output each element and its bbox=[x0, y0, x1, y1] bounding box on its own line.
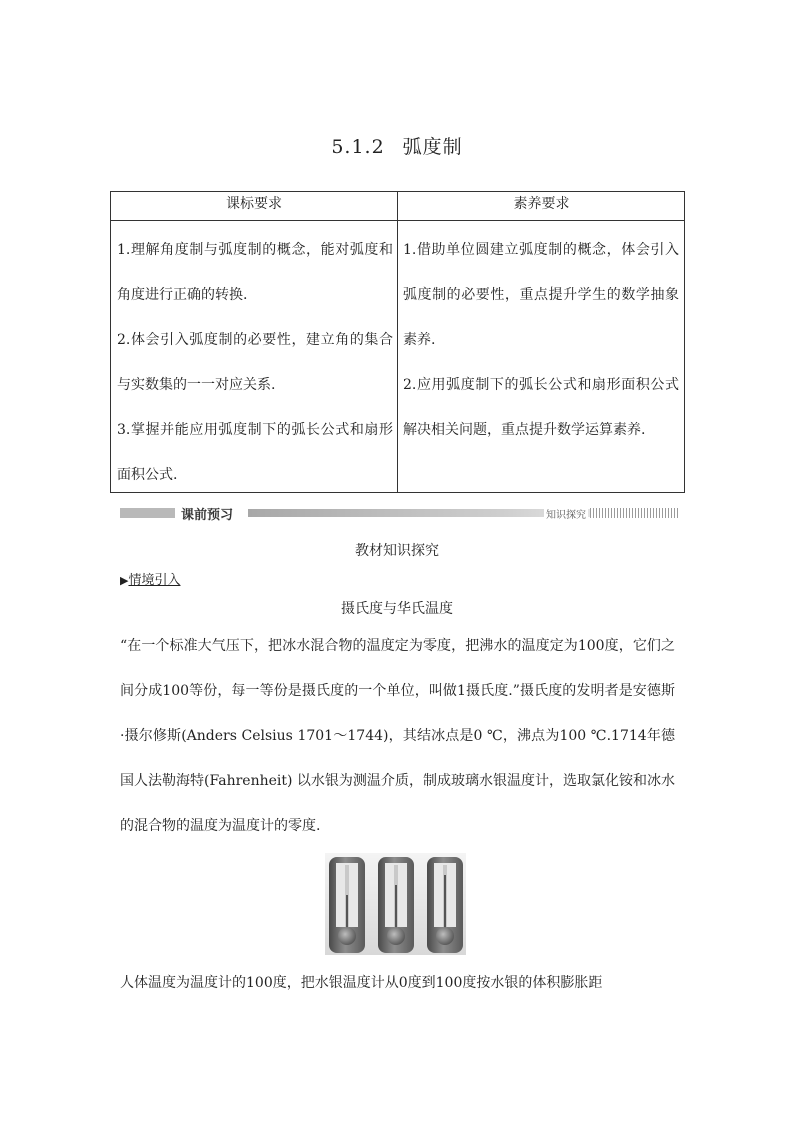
section-banner bbox=[120, 505, 680, 521]
thermometer bbox=[329, 857, 365, 953]
thermometers-image bbox=[325, 853, 466, 955]
thermometer bbox=[427, 857, 463, 953]
intro-tag-text: 情境引入 bbox=[128, 573, 181, 588]
intro-tag bbox=[120, 569, 180, 588]
section-name: 弧度制 bbox=[402, 136, 463, 158]
thermometer bbox=[378, 857, 414, 953]
table-divider-vertical bbox=[397, 192, 398, 492]
requirements-table bbox=[110, 191, 685, 493]
banner-label: 课前预习 bbox=[181, 508, 234, 523]
banner-tag: 知识探究 bbox=[544, 506, 588, 521]
triangle-right-icon: ▶ bbox=[120, 574, 129, 587]
subsection-title: 摄氏度与华氏温度 bbox=[341, 601, 453, 617]
paragraph-celsius: “在一个标准大气压下，把冰水混合物的温度定为零度，把沸水的温度定为100度，它们之间分成100等份，每一等份是摄氏度的一个单位，叫做1摄氏度.”摄氏度的发明者是安德斯·摄尔修斯(Anders Celsius 1701～1744)，其结冰点是0 ℃，沸点为100 ℃.1714年德国人法勒海特(Fahrenheit) 以水银为测温介质，制成玻璃水银温度计，选取氯化铵和冰水的混合物的温度为温度计的零度. bbox=[120, 638, 675, 834]
header-competency-requirements: 素养要求 bbox=[513, 196, 570, 212]
banner-stripes bbox=[590, 508, 680, 518]
mercury-fill bbox=[346, 895, 348, 931]
curriculum-requirements-text: 1.理解角度制与弧度制的概念，能对弧度和角度进行正确的转换. 2.体会引入弧度制的必要性，建立角的集合与实数集的一一对应关系. 3.掌握并能应用弧度制下的弧长公式和扇形面积公式. bbox=[117, 242, 393, 483]
header-curriculum-requirements: 课标要求 bbox=[226, 196, 282, 212]
section-title: 教材知识探究 bbox=[355, 543, 439, 559]
paragraph-body-temperature: 人体温度为温度计的100度，把水银温度计从0度到100度按水银的体积膨胀距 bbox=[120, 975, 603, 991]
banner-bar-left bbox=[120, 508, 175, 518]
section-number: 5.1.2 bbox=[331, 136, 385, 158]
competency-requirements-text: 1.借助单位圆建立弧度制的概念，体会引入弧度制的必要性，重点提升学生的数学抽象素养. 2.应用弧度制下的弧长公式和扇形面积公式解决相关问题，重点提升数学运算素养. bbox=[403, 242, 679, 438]
page-title bbox=[0, 132, 794, 159]
mercury-fill bbox=[444, 875, 446, 931]
mercury-fill bbox=[395, 885, 397, 931]
table-divider-horizontal bbox=[111, 220, 684, 221]
